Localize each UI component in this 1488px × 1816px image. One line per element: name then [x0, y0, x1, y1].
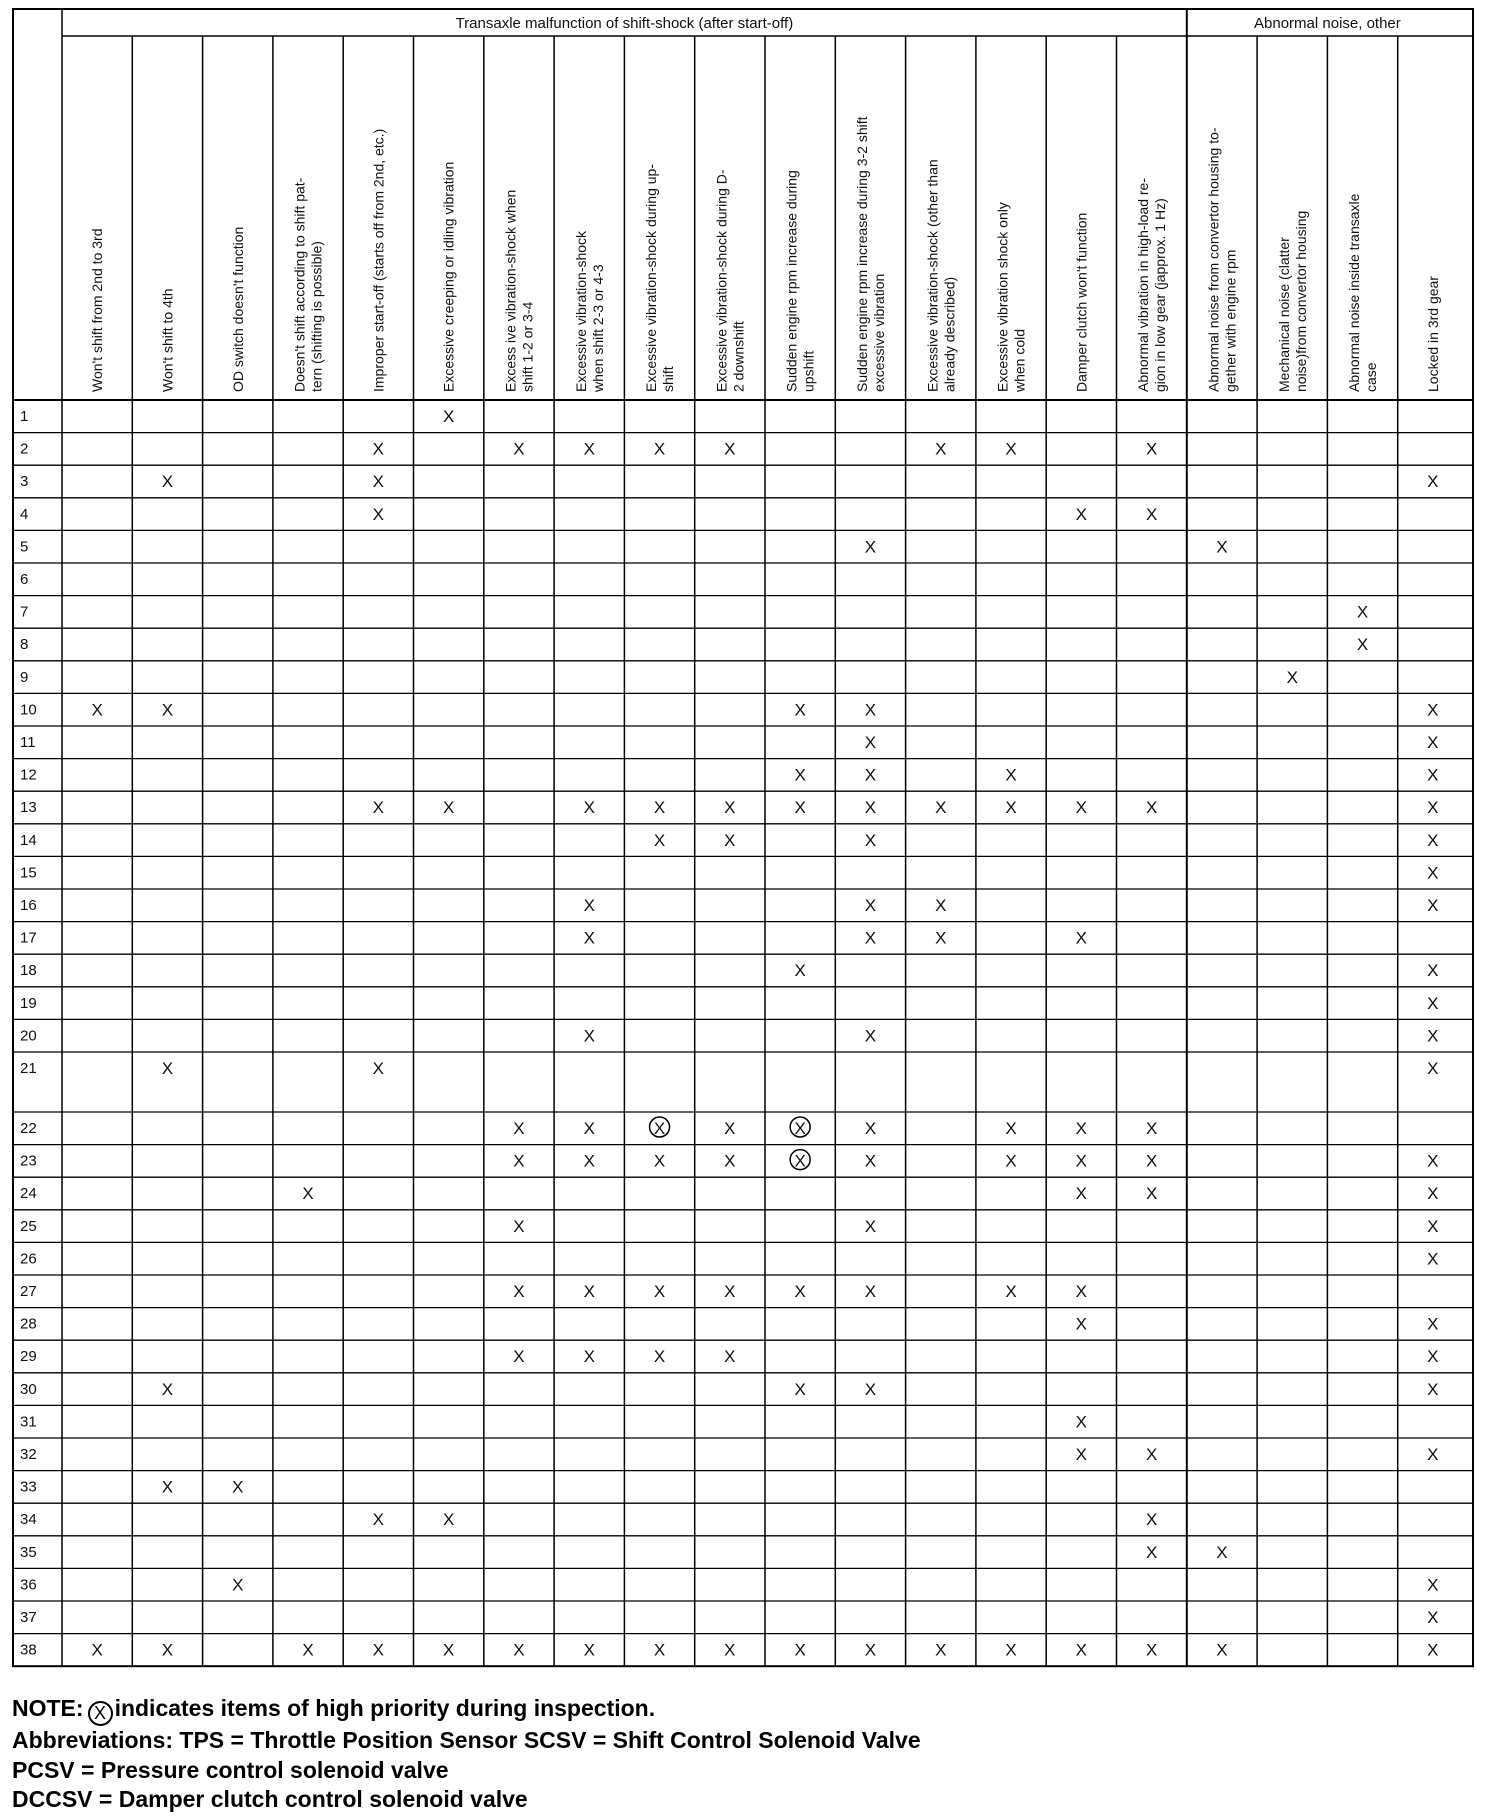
row-number-29: 29 — [20, 1348, 37, 1366]
mark-row-35-col-17: X — [1216, 1542, 1228, 1562]
mark-row-32-col-16: X — [1145, 1445, 1158, 1464]
row-number-18: 18 — [20, 962, 37, 980]
mark-row-13-col-10: X — [724, 798, 736, 818]
mark-row-13-col-6: X — [442, 798, 455, 818]
row-number-38: 38 — [20, 1641, 37, 1659]
column-header-9: Excessive vibration-shock during up- — [643, 164, 660, 392]
mark-row-38-col-8: X — [583, 1640, 595, 1660]
mark-row-11-col-12: X — [864, 733, 877, 752]
note-text: indicates items of high priority during inspection. — [114, 1695, 656, 1721]
mark-row-38-col-1: X — [91, 1640, 103, 1660]
column-header-8: Excessive vibration-shock — [572, 230, 589, 392]
mark-row-31-col-15: X — [1075, 1412, 1088, 1432]
mark-row-10-col-2: X — [161, 700, 174, 720]
column-header-3: OD switch doesn't function — [229, 226, 246, 392]
mark-row-13-col-5: X — [372, 798, 385, 818]
column-header-5: Improper start-off (starts off from 2nd, etc.) — [370, 128, 387, 392]
mark-row-27-col-10: X — [724, 1282, 736, 1301]
mark-row-23-col-20: X — [1427, 1151, 1439, 1171]
column-header-8: when shift 2-3 or 4-3 — [589, 264, 606, 392]
row-number-37: 37 — [20, 1609, 37, 1626]
mark-row-16-col-8: X — [583, 896, 595, 915]
mark-row-30-col-2: X — [161, 1379, 174, 1399]
row-number-10: 10 — [20, 701, 37, 719]
mark-row-10-col-1: X — [91, 700, 103, 720]
row-number-30: 30 — [20, 1380, 37, 1398]
mark-row-27-col-14: X — [1005, 1282, 1017, 1301]
mark-row-22-col-9: X — [653, 1119, 666, 1138]
mark-row-38-col-11: X — [794, 1640, 806, 1660]
column-header-12: Sudden engine rpm increase during 3-2 shift — [853, 116, 870, 392]
column-header-18: noise)from convertor housing — [1292, 210, 1309, 392]
mark-row-38-col-15: X — [1075, 1640, 1088, 1660]
mark-row-34-col-16: X — [1145, 1510, 1158, 1530]
mark-row-10-col-11: X — [794, 700, 806, 720]
column-header-16: Abnormal vibration in high-load re- — [1135, 178, 1152, 392]
mark-row-25-col-12: X — [864, 1216, 877, 1236]
mark-row-22-col-7: X — [513, 1119, 525, 1138]
mark-row-16-col-20: X — [1427, 896, 1439, 915]
mark-row-23-col-12: X — [864, 1151, 877, 1171]
mark-row-33-col-2: X — [161, 1477, 174, 1497]
row-number-2: 2 — [20, 440, 29, 458]
mark-row-18-col-11: X — [794, 961, 806, 981]
row-number-31: 31 — [20, 1413, 37, 1431]
row-number-6: 6 — [20, 571, 29, 588]
mark-row-17-col-8: X — [583, 928, 595, 948]
mark-row-4-col-16: X — [1145, 504, 1158, 524]
mark-row-5-col-12: X — [864, 537, 877, 557]
mark-row-29-col-7: X — [513, 1347, 525, 1367]
mark-row-3-col-2: X — [161, 472, 174, 492]
mark-row-13-col-8: X — [583, 798, 595, 818]
mark-row-34-col-5: X — [372, 1510, 385, 1530]
mark-row-2-col-16: X — [1145, 439, 1158, 459]
row-number-1: 1 — [20, 408, 29, 425]
row-number-14: 14 — [20, 831, 37, 849]
column-header-11: Sudden engine rpm increase during — [783, 170, 800, 392]
mark-row-23-col-16: X — [1145, 1151, 1158, 1171]
mark-row-4-col-5: X — [372, 504, 385, 524]
notes-section — [12, 1694, 1472, 1815]
row-number-36: 36 — [20, 1576, 37, 1594]
column-header-17: gether with engine rpm — [1222, 249, 1239, 392]
mark-row-27-col-9: X — [653, 1282, 666, 1301]
mark-row-10-col-20: X — [1427, 700, 1439, 720]
mark-row-13-col-20: X — [1427, 798, 1439, 818]
mark-row-35-col-16: X — [1145, 1542, 1158, 1562]
mark-row-24-col-16: X — [1145, 1184, 1158, 1204]
row-number-11: 11 — [20, 734, 36, 751]
mark-row-17-col-15: X — [1075, 928, 1088, 948]
mark-row-28-col-20: X — [1427, 1314, 1439, 1334]
mark-row-28-col-15: X — [1075, 1314, 1088, 1334]
mark-row-38-col-10: X — [724, 1640, 736, 1660]
mark-row-23-col-10: X — [724, 1151, 736, 1171]
mark-row-38-col-13: X — [935, 1640, 947, 1660]
mark-row-9-col-18: X — [1286, 667, 1298, 687]
mark-row-23-col-14: X — [1005, 1151, 1017, 1171]
mark-row-13-col-12: X — [864, 798, 877, 818]
mark-row-13-col-16: X — [1145, 798, 1158, 818]
mark-row-29-col-20: X — [1427, 1347, 1439, 1367]
mark-row-37-col-20: X — [1427, 1608, 1439, 1627]
column-header-17: Abnormal noise from convertor housing to- — [1205, 127, 1222, 392]
mark-row-27-col-15: X — [1075, 1282, 1088, 1301]
mark-row-18-col-20: X — [1427, 961, 1439, 981]
mark-row-26-col-20: X — [1427, 1249, 1439, 1269]
column-header-12: excessive vibration — [870, 273, 887, 392]
mark-row-12-col-12: X — [864, 765, 877, 785]
mark-row-23-col-7: X — [513, 1151, 525, 1171]
mark-row-24-col-15: X — [1075, 1184, 1088, 1204]
mark-row-11-col-20: X — [1427, 733, 1439, 752]
row-number-25: 25 — [20, 1217, 37, 1235]
mark-row-27-col-7: X — [513, 1282, 525, 1301]
mark-row-22-col-11: X — [794, 1119, 806, 1138]
mark-row-38-col-20: X — [1427, 1640, 1439, 1660]
column-header-4: tern (shifting is possible) — [308, 241, 325, 392]
mark-row-12-col-20: X — [1427, 765, 1439, 785]
mark-row-12-col-11: X — [794, 765, 806, 785]
mark-row-22-col-12: X — [864, 1119, 877, 1138]
mark-row-16-col-12: X — [864, 896, 877, 915]
mark-row-22-col-10: X — [724, 1119, 736, 1138]
column-header-20: Locked in 3rd gear — [1424, 276, 1441, 392]
group-header-2: Abnormal noise, other — [1254, 15, 1401, 32]
mark-row-38-col-4: X — [302, 1640, 314, 1660]
mark-row-23-col-8: X — [583, 1151, 595, 1171]
row-number-34: 34 — [20, 1511, 37, 1529]
mark-row-5-col-17: X — [1216, 537, 1228, 557]
column-header-19: Abnormal noise inside transaxle — [1346, 193, 1363, 392]
mark-row-17-col-13: X — [935, 928, 947, 948]
mark-row-15-col-20: X — [1427, 863, 1439, 883]
mark-row-2-col-5: X — [372, 439, 385, 459]
mark-row-22-col-14: X — [1005, 1119, 1017, 1138]
mark-row-30-col-11: X — [794, 1379, 806, 1399]
mark-row-25-col-7: X — [513, 1216, 525, 1236]
mark-row-22-col-16: X — [1145, 1119, 1158, 1138]
mark-row-29-col-8: X — [583, 1347, 595, 1367]
mark-row-21-col-5: X — [372, 1059, 385, 1078]
mark-row-14-col-10: X — [724, 830, 736, 850]
mark-row-2-col-10: X — [724, 439, 736, 459]
column-header-10: 2 downshift — [730, 321, 747, 392]
column-header-1: Won't shift from 2nd to 3rd — [89, 228, 106, 392]
column-header-16: gion in low gear (japprox. 1 Hz) — [1152, 198, 1169, 392]
row-number-26: 26 — [20, 1250, 37, 1268]
mark-row-13-col-11: X — [794, 798, 806, 818]
column-header-7: shift 1-2 or 3-4 — [519, 301, 536, 392]
mark-row-20-col-20: X — [1427, 1026, 1439, 1046]
mark-row-3-col-5: X — [372, 472, 385, 492]
mark-row-16-col-13: X — [935, 896, 947, 915]
mark-row-23-col-9: X — [653, 1151, 666, 1171]
mark-row-13-col-15: X — [1075, 798, 1088, 818]
column-header-11: upshift — [800, 350, 817, 392]
column-header-15: Damper clutch won't function — [1073, 212, 1090, 392]
mark-row-30-col-12: X — [864, 1379, 877, 1399]
row-number-5: 5 — [20, 538, 29, 556]
mark-row-14-col-20: X — [1427, 830, 1439, 850]
row-number-21: 21 — [20, 1060, 37, 1077]
row-number-13: 13 — [20, 799, 37, 817]
mark-row-21-col-20: X — [1427, 1059, 1439, 1078]
mark-row-27-col-12: X — [864, 1282, 877, 1301]
mark-row-27-col-11: X — [794, 1282, 806, 1301]
mark-row-34-col-6: X — [442, 1510, 455, 1530]
column-header-13: Excessive vibration-shock (other than — [924, 159, 941, 392]
mark-row-21-col-2: X — [161, 1059, 174, 1078]
column-header-14: Excessive vibration shock only — [994, 202, 1011, 392]
row-number-17: 17 — [20, 929, 37, 947]
mark-row-13-col-13: X — [935, 798, 947, 818]
row-number-19: 19 — [20, 994, 37, 1012]
row-number-22: 22 — [20, 1120, 37, 1137]
mark-row-2-col-14: X — [1005, 439, 1017, 459]
column-header-19: case — [1363, 362, 1380, 392]
mark-row-2-col-13: X — [935, 439, 947, 459]
row-number-23: 23 — [20, 1152, 37, 1170]
mark-row-10-col-12: X — [864, 700, 877, 720]
mark-row-36-col-3: X — [232, 1575, 244, 1595]
mark-row-2-col-7: X — [513, 439, 525, 459]
column-header-14: when cold — [1011, 328, 1028, 392]
row-number-15: 15 — [20, 864, 37, 882]
group-header-1: Transaxle malfunction of shift-shock (after start-off) — [455, 15, 794, 32]
mark-row-38-col-7: X — [513, 1640, 525, 1660]
abbreviations-line: Abbreviations: TPS = Throttle Position Sensor SCSV = Shift Control Solenoid Valve — [12, 1727, 921, 1753]
mark-row-13-col-9: X — [653, 798, 666, 818]
row-number-16: 16 — [20, 897, 37, 914]
mark-row-3-col-20: X — [1427, 472, 1439, 492]
mark-row-14-col-12: X — [864, 830, 877, 850]
column-header-9: shift — [660, 366, 677, 392]
mark-row-23-col-15: X — [1075, 1151, 1088, 1171]
mark-row-2-col-9: X — [653, 439, 666, 459]
row-number-32: 32 — [20, 1446, 37, 1463]
mark-row-38-col-9: X — [653, 1640, 666, 1660]
high-priority-symbol-icon: X — [88, 1701, 113, 1726]
mark-row-7-col-19: X — [1356, 602, 1369, 622]
row-number-28: 28 — [20, 1315, 37, 1333]
row-number-20: 20 — [20, 1027, 37, 1045]
column-header-2: Won't shift to 4th — [159, 288, 176, 392]
mark-row-38-col-2: X — [161, 1640, 174, 1660]
mark-row-36-col-20: X — [1427, 1575, 1439, 1595]
mark-row-38-col-14: X — [1005, 1640, 1017, 1660]
row-number-27: 27 — [20, 1283, 37, 1300]
mark-row-30-col-20: X — [1427, 1379, 1439, 1399]
mark-row-29-col-9: X — [653, 1347, 666, 1367]
mark-row-32-col-20: X — [1427, 1445, 1439, 1464]
mark-row-12-col-14: X — [1005, 765, 1017, 785]
mark-row-27-col-8: X — [583, 1282, 595, 1301]
mark-row-32-col-15: X — [1075, 1445, 1088, 1464]
column-header-10: Excessive vibration-shock during D- — [713, 169, 730, 392]
row-number-12: 12 — [20, 766, 37, 784]
abbreviation-pcsv: PCSV = Pressure control solenoid valve — [12, 1756, 449, 1783]
row-number-3: 3 — [20, 473, 29, 491]
column-header-13: already described) — [941, 276, 958, 392]
mark-row-25-col-20: X — [1427, 1216, 1439, 1236]
note-prefix: NOTE: — [12, 1695, 84, 1721]
row-number-8: 8 — [20, 636, 29, 654]
mark-row-38-col-5: X — [372, 1640, 385, 1660]
mark-row-1-col-6: X — [442, 407, 455, 426]
column-header-18: Mechanical noise (clatter — [1275, 237, 1292, 392]
mark-row-13-col-14: X — [1005, 798, 1017, 818]
row-number-9: 9 — [20, 668, 29, 686]
mark-row-17-col-12: X — [864, 928, 877, 948]
mark-row-24-col-4: X — [302, 1184, 314, 1204]
mark-row-24-col-20: X — [1427, 1184, 1439, 1204]
row-number-33: 33 — [20, 1478, 37, 1496]
mark-row-38-col-17: X — [1216, 1640, 1228, 1660]
row-number-24: 24 — [20, 1185, 37, 1203]
row-number-7: 7 — [20, 603, 29, 621]
row-number-35: 35 — [20, 1543, 37, 1561]
mark-row-19-col-20: X — [1427, 993, 1439, 1013]
mark-row-4-col-15: X — [1075, 504, 1088, 524]
mark-row-38-col-16: X — [1145, 1640, 1158, 1660]
mark-row-8-col-19: X — [1356, 635, 1369, 655]
mark-row-38-col-6: X — [442, 1640, 455, 1660]
mark-row-33-col-3: X — [232, 1477, 244, 1497]
mark-row-20-col-8: X — [583, 1026, 595, 1046]
mark-row-38-col-12: X — [864, 1640, 877, 1660]
mark-row-14-col-9: X — [653, 830, 666, 850]
troubleshooting-chart — [12, 8, 1482, 1696]
column-header-7: Excess ive vibration-shock when — [502, 189, 519, 392]
mark-row-29-col-10: X — [724, 1347, 736, 1367]
mark-row-2-col-8: X — [583, 439, 595, 459]
mark-row-22-col-15: X — [1075, 1119, 1088, 1138]
row-number-4: 4 — [20, 505, 29, 523]
mark-row-20-col-12: X — [864, 1026, 877, 1046]
abbreviation-dccsv: DCCSV = Damper clutch control solenoid valve — [12, 1786, 528, 1812]
mark-row-23-col-11: X — [794, 1151, 806, 1171]
column-header-4: Doesn't shift according to shift pat- — [291, 177, 308, 392]
mark-row-22-col-8: X — [583, 1119, 595, 1138]
column-header-6: Excessive creeping or idling vibration — [440, 161, 457, 392]
note-line — [12, 1694, 1472, 1726]
